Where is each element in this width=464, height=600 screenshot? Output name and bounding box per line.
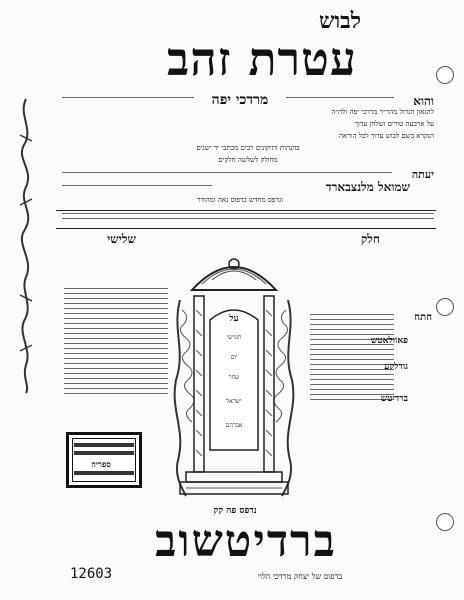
edition-text-filler [62, 172, 392, 180]
handwritten-note [14, 95, 38, 395]
ark-line-2: יום [230, 354, 238, 361]
printer-line: בדפוס של יצחק מרדכי הלוי [257, 572, 343, 581]
right-column-heading: חתח [414, 312, 432, 323]
library-stamp [66, 432, 142, 488]
decorative-ark-frame [172, 250, 296, 498]
intro-text-filler [62, 97, 194, 105]
body-line-6: ונדפס מחדש בדפוס נאה ומהודר [197, 196, 283, 204]
ark-line-5: אברהם [225, 422, 243, 429]
body-line-1: להגאון הגדול מהר״ר מרדכי יפה זלה״ה [331, 108, 434, 116]
ark-line-1: חמישי [226, 334, 242, 341]
right-name-2: גודלקע [384, 362, 408, 372]
printing-year-line: נדפס פה קק [213, 506, 257, 516]
divider-1 [56, 210, 436, 211]
stamp-text-row [74, 451, 134, 455]
ark-line-3: שחר [228, 374, 240, 381]
ark-line-4: ישראל [226, 398, 242, 405]
binder-hole-middle [436, 298, 454, 316]
catalog-number: 12603 [70, 566, 113, 582]
right-name-1: פאוולאטש [370, 336, 408, 346]
intro-text-filler-right [286, 97, 394, 105]
part-label-right: חלק [360, 232, 380, 246]
stamp-label: ספריה [91, 459, 111, 469]
city-name: ברדיטשוב [155, 516, 337, 567]
series-title: לבוש [318, 8, 362, 34]
stamp-text-row [74, 443, 134, 447]
part-label-left: שלישי [107, 232, 136, 246]
right-name-3: ברדיטש [380, 394, 408, 404]
fine-print-row [62, 213, 434, 227]
editor-name: שמואל מלנצבארד [325, 180, 410, 194]
handwriting-stroke [14, 95, 38, 395]
body-line-2: על ארבעה טורים ושלחן ערוך [354, 120, 434, 128]
body-line-5: מחולק לשלשה חלקים [218, 156, 278, 164]
editor-text-filler [62, 185, 212, 193]
divider-2 [56, 228, 436, 229]
ark-heading: על [229, 314, 239, 324]
edition-word: יעתה [411, 168, 434, 181]
body-line-3: הנקרא בשם לבוש ערוך לכל הוראה [339, 132, 434, 140]
author-name: מרדכי יפה [211, 92, 269, 108]
right-column-text [310, 314, 394, 406]
binder-hole-bottom [436, 513, 454, 531]
left-column-text [64, 288, 168, 398]
binder-hole-top [436, 66, 454, 84]
main-title: עטרת זהב [167, 32, 357, 86]
body-line-4: בהגהות ותיקונים רבים מכתבי יד ישנים [196, 144, 300, 152]
intro-word: והוא [413, 94, 434, 108]
stamp-text-row [74, 471, 134, 475]
